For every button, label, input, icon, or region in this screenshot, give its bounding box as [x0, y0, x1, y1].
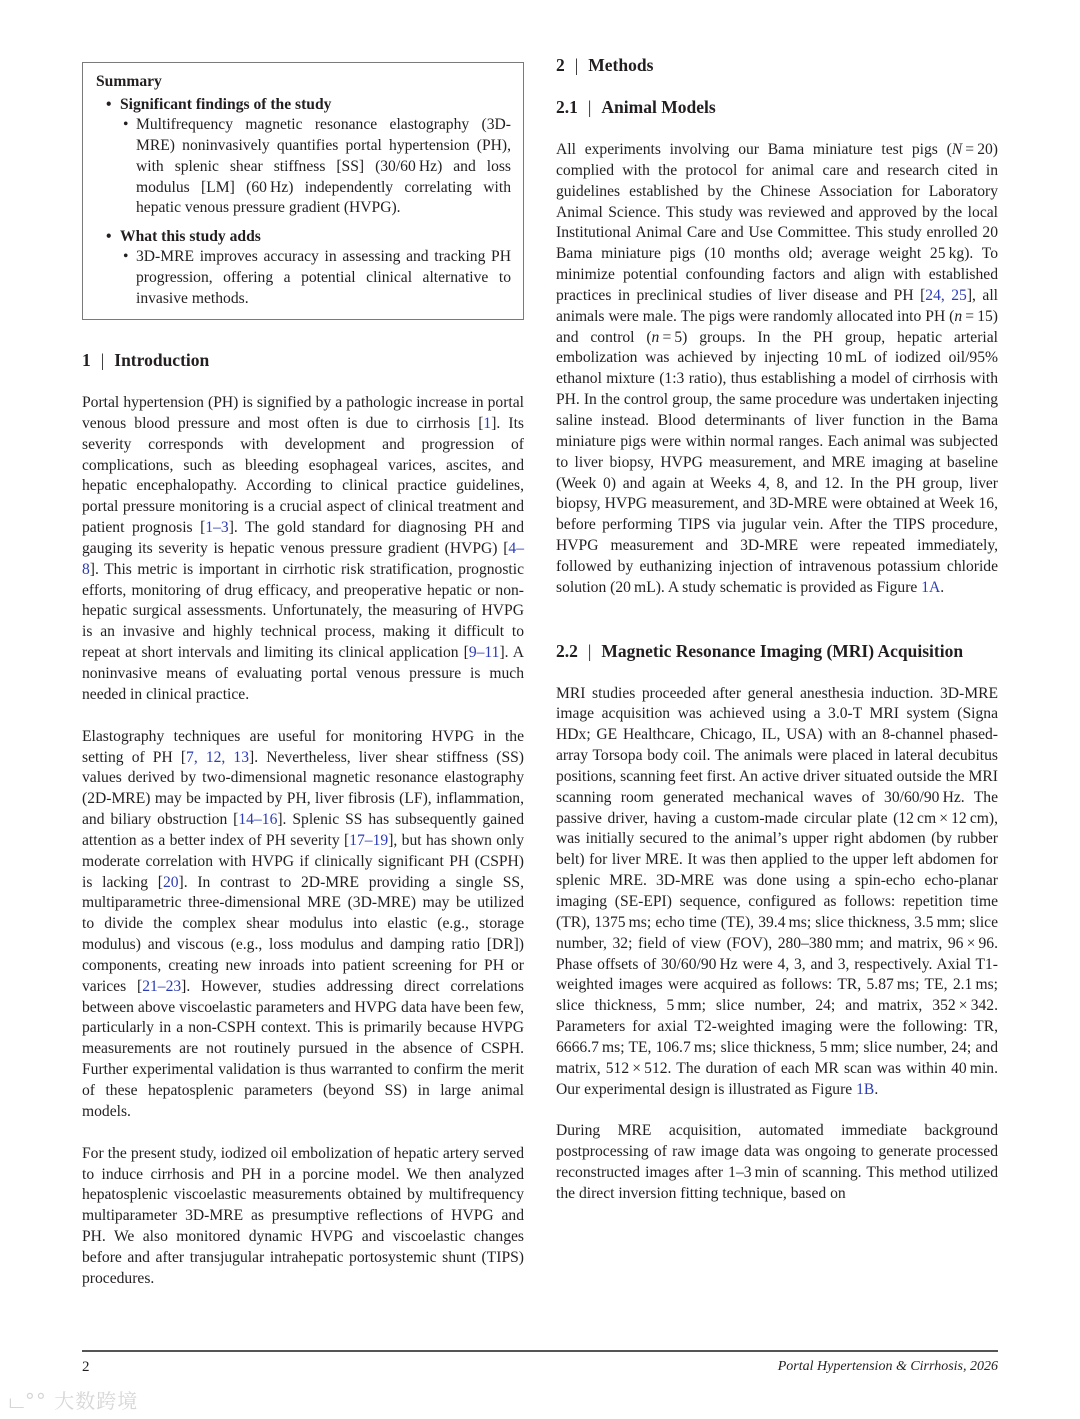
citation-link[interactable]: 24, 25 — [925, 286, 967, 304]
summary-heading-adds: • What this study adds — [96, 226, 511, 247]
citation-link[interactable]: 14–16 — [238, 811, 278, 829]
animal-models-paragraph: All experiments involving our Bama miniature test pigs (N = 20) complied with the protocol for animal care and research cited in guidelines established by the Chinese Association for Laboratory Animal Science. This study was reviewed and approved by the local Institutional Animal Care and Use Committee. This study enrolled 20 Bama miniature pigs (10 months old; average weight 25 kg). To minimize potential confounding factors and align with established practices in preclinical studies of liver disease and PH [24, 25], all animals were male. The pigs were randomly allocated into PH (n = 15) and control (n = 5) groups. In the PH group, hepatic arterial embolization was achieved by injecting 10 mL of iodized oil/​95% ethanol mixture (1:3 ratio), thus establishing a model of cirrhosis with PH. In the control group, the same procedure was undertaken injecting saline instead. Blood determinants of liver function in the Bama miniature pigs were within normal ranges. Each animal was subjected to liver biopsy, HVPG measurement, and MRE imaging at baseline (Week 0) and again at Weeks 4, 8, and 12. In the PH group, liver biopsy, HVPG measurement, and 3D-MRE were obtained at Week 16, before performing TIPS via jugular vein. After the TIPS procedure, HVPG measurement and 3D-MRE were repeated immediately, followed by euthanizing injection of intravenous potassium chloride solution (20 mL). A study schematic is provided as Figure 1A. — [556, 141, 999, 596]
page-number: 2 — [82, 1359, 90, 1375]
footer-rule — [82, 1350, 998, 1352]
citation-link[interactable]: 1A — [921, 578, 941, 596]
watermark-logo: ட°° 大数跨境 — [8, 1389, 139, 1413]
subsection-number: 2.2 — [556, 640, 578, 661]
citation-link[interactable]: 21–23 — [142, 977, 182, 995]
subsection-heading-mri-acquisition — [556, 641, 998, 662]
heading-separator: | — [587, 97, 592, 117]
heading-separator: | — [100, 350, 105, 370]
citation-link[interactable]: 7, 12, 13 — [186, 748, 250, 766]
summary-box — [82, 62, 524, 320]
subsection-title: Animal Models — [601, 97, 716, 117]
citation-link[interactable]: 9–11 — [468, 644, 500, 662]
citation-link[interactable]: 1 — [483, 414, 492, 432]
section-heading-methods — [556, 55, 998, 76]
mri-acquisition-paragraph-1: MRI studies proceeded after general anesthesia induction. 3D-MRE image acquisition was achieved using a 3.0-T MRI system (Signa HDx; GE Healthcare, Chicago, IL, USA) with an 8-channel phased-array Torsopa body coil. The animals were placed in lateral decubitus positions, scanning feet first. An active driver situated outside the MRI scanning room generated mechanical waves of 30/60/90 Hz. The passive driver, having a custom-made circular plate (12 cm × 12 cm), was initially secured to the animal’s upper right abdomen (by rubber belt) for liver MRE. It was then applied to the upper left abdomen for splenic MRE. 3D-MRE was done using a spin-echo echo-planar imaging (SE-EPI) sequence, configured as follows: repetition time (TR), 1375 ms; echo time (TE), 39.4 ms; slice thickness, 3.5 mm; slice number, 32; field of view (FOV), 280–380 mm; and matrix, 96 × 96. Phase offsets of 30/60/90 Hz were 4, 3, and 3, respectively. Axial T1-weighted images were acquired as follows: TR, 5.87 ms; TE, 2.1 ms; slice thickness, 5 mm; slice number, 24; and matrix, 352 × 342. Parameters for axial T2-weighted imaging were the following: TR, 6666.7 ms; TE, 106.7 ms; slice thickness, 5 mm; slice number, 24; and matrix, 512 × 512. The duration of each MR scan was within 40 min. Our experimental design is illustrated as Figure 1B. — [556, 684, 998, 1098]
subsection-title: Magnetic Resonance Imaging (MRI) Acquisition — [601, 640, 964, 661]
heading-separator: | — [587, 640, 592, 661]
mri-acquisition-paragraph-2: During MRE acquisition, automated immediate background postprocessing of raw image data was ongoing to generate processed reconstructed images after 1–3 min of scanning. This method utilized the direct inversion fitting technique, based on — [556, 1122, 998, 1202]
summary-item-adds: • 3D-MRE improves accuracy in assessing and tracking PH progression, offering a potential clinical alternative to invasive methods. — [96, 247, 511, 310]
section-title: Introduction — [114, 350, 210, 370]
citation-link[interactable]: 1–3 — [205, 519, 229, 537]
citation-link[interactable]: 17–19 — [349, 831, 389, 849]
italic-variable: N — [951, 141, 963, 158]
subsection-heading-animal-models — [556, 97, 998, 118]
left-column — [82, 62, 524, 1290]
subsection-number: 2.1 — [556, 97, 578, 117]
section-number: 1 — [82, 350, 91, 370]
citation-link[interactable]: 4–8 — [82, 539, 524, 578]
section-number: 2 — [556, 55, 565, 75]
heading-separator: | — [574, 55, 579, 75]
citation-link[interactable]: 20 — [162, 873, 179, 891]
right-column — [556, 55, 998, 1205]
intro-paragraph-2: Elastography techniques are useful for monitoring HVPG in the setting of PH [7, 12, 13]. Nevertheless, liver shear stiffness (SS) values derived by two-dimensional magnetic resonance elastography (2D-MRE) may be impacted by PH, liver fibrosis (LF), inflammation, and biliary obstruction [14–16]. Splenic SS has subsequently gained attention as a better index of PH severity [17–19], but has shown only moderate correlation with HVPG if clinically significant PH (CSPH) is lacking [20]. In contrast to 2D-MRE providing a single SS, multiparametric three-dimensional MRE (3D-MRE) may be utilized to divide the complex shear modulus into elastic (e.g., storage modulus) and viscous (e.g., loss modulus and damping ratio [DR]) components, creating new inroads into patient screening for PH or varices [21–23]. However, studies addressing direct correlations between above viscoelastic parameters and HVPG data have been few, particularly in a non-CSPH context. This is primarily because HVPG measurements are not routinely pursued in the absence of CSPH. Further experimental validation is thus warranted to confirm the merit of these hepatosplenic parameters (beyond SS) in large animal models. — [82, 727, 525, 1120]
section-title: Methods — [588, 55, 654, 75]
intro-paragraph-1: Portal hypertension (PH) is signified by a pathologic increase in portal venous blood pressure and most often is due to cirrhosis [1]. Its severity corresponds with development and progression of complications, such as bleeding esophageal varices, ascites, and hepatic encephalopathy. According to clinical practice guidelines, portal pressure monitoring is a crucial aspect of clinical treatment and patient prognosis [1–3]. The gold standard for diagnosing PH and gauging its severity is hepatic venous pressure gradient (HVPG) [4–8]. This metric is important in cirrhotic risk stratification, prognostic efforts, monitoring of drug efficacy, and preoperative hepatic or non-hepatic surgical assessments. Unfortunately, the measuring of HVPG is an invasive and highly technical process, making it difficult to repeat at short intervals and limiting its clinical application [9–11]. A noninvasive means of evaluating portal venous pressure is much needed in clinical practice. — [82, 394, 524, 703]
italic-variable: n — [651, 328, 660, 346]
italic-variable: n — [954, 307, 963, 325]
summary-title: Summary — [96, 73, 162, 90]
intro-paragraph-3: For the present study, iodized oil embolization of hepatic artery served to induce cirrhosis and PH in a porcine model. We then analyzed hepatosplenic viscoelastic measurements obtained by multifrequency multiparameter 3D-MRE as presumptive reflections of HVPG and PH. We also monitored dynamic HVPG and viscoelastic changes before and after transjugular intrahepatic portosystemic shunt (TIPS) procedures. — [82, 1144, 524, 1287]
summary-item-findings: • Multifrequency magnetic resonance elastography (3D-MRE) noninvasively quantifies portal hypertension (PH), with splenic shear stiffness [SS] (30/​60 Hz) and loss modulus [LM] (60 Hz) independently correlating with hepatic venous pressure gradient (HVPG). — [96, 115, 511, 219]
journal-citation: Portal Hypertension & Cirrhosis, 2026 — [777, 1359, 998, 1374]
citation-link[interactable]: 1B — [856, 1080, 875, 1098]
summary-heading-findings: • Significant findings of the study — [96, 94, 511, 115]
section-heading-introduction — [82, 350, 524, 371]
